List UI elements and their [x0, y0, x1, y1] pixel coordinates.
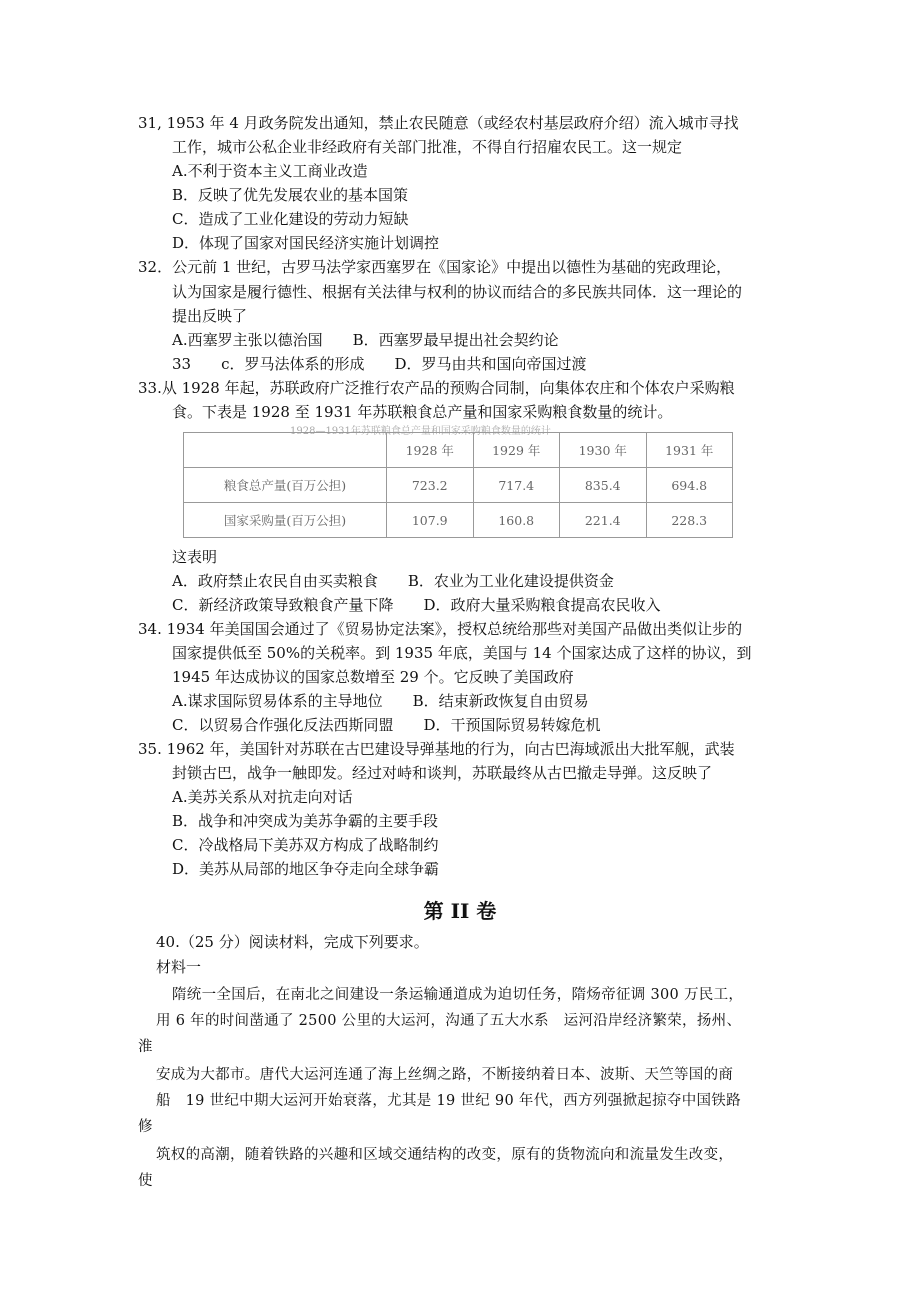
q35-option: D．美苏从局部的地区争夺走向全球争霸: [172, 860, 440, 878]
q33-after: 这表明: [172, 548, 218, 566]
q35-option: A.美苏关系从对抗走向对话: [172, 788, 353, 806]
material-line: 淮: [138, 1039, 153, 1055]
q32-stem: 32．公元前 1 世纪，古罗马法学家西塞罗在《国家论》中提出以德性为基础的宪政理论，: [138, 258, 732, 276]
table-row: [184, 468, 733, 503]
table-cell: 粮食总产量(百万公担): [184, 468, 387, 503]
table-caption: 1928—1931年苏联粮食总产量和国家采购粮食数量的统计: [290, 426, 551, 437]
q33-stem: 33.从 1928 年起，苏联政府广泛推行农产品的预购合同制，向集体农庄和个体农户采购粮: [138, 379, 735, 397]
table-cell: 国家采购量(百万公担): [184, 503, 387, 538]
material-line: 用 6 年的时间凿通了 2500 公里的大运河，沟通了五大水系 运河沿岸经济繁荣，扬州、: [156, 1013, 742, 1029]
q31-option: A.不利于资本主义工商业改造: [172, 162, 368, 180]
material-line: 筑权的高潮，随着铁路的兴趣和区域交通结构的改变，原有的货物流向和流量发生改变，: [156, 1147, 734, 1163]
table-cell: 835.4: [560, 468, 647, 503]
q34-stem: 1945 年达成协议的国家总数增至 29 个。它反映了美国政府: [172, 668, 574, 686]
q32-option: A.西塞罗主张以德治国 B．西塞罗最早提出社会契约论: [172, 331, 559, 349]
q32-stem: 提出反映了: [172, 307, 248, 325]
material-line: 安成为大都市。唐代大运河连通了海上丝绸之路，不断接纳着日本、波斯、天竺等国的商: [156, 1067, 734, 1083]
table-cell: 1931 年: [646, 433, 733, 468]
q34-option: C．以贸易合作强化反法西斯同盟 D．干预国际贸易转嫁危机: [172, 716, 601, 734]
section-title: 第 II 卷: [423, 899, 497, 923]
q35-option: C．冷战格局下美苏双方构成了战略制约: [172, 836, 439, 854]
q33-option: C．新经济政策导致粮食产量下降 D．政府大量采购粮食提高农民收入: [172, 596, 661, 614]
q32-option: 33 c．罗马法体系的形成 D．罗马由共和国向帝国过渡: [172, 355, 587, 373]
q40-head: 40.（25 分）阅读材料，完成下列要求。: [156, 933, 429, 951]
q34-stem: 34. 1934 年美国国会通过了《贸易协定法案》，授权总统给那些对美国产品做出类似让步的: [138, 620, 743, 638]
q33-option: A．政府禁止农民自由买卖粮食 B．农业为工业化建设提供资金: [172, 572, 614, 590]
table-cell: 1929 年: [473, 433, 560, 468]
grain-table: [183, 432, 733, 538]
table-cell: 160.8: [473, 503, 560, 538]
material-line: 使: [138, 1173, 153, 1189]
table-cell: 228.3: [646, 503, 733, 538]
table-cell: 694.8: [646, 468, 733, 503]
table-cell: 1930 年: [560, 433, 647, 468]
q35-stem: 封锁古巴，战争一触即发。经过对峙和谈判，苏联最终从古巴撤走导弹。这反映了: [172, 764, 713, 782]
table-cell: 107.9: [387, 503, 474, 538]
q31-stem: 31, 1953 年 4 月政务院发出通知，禁止农民随意（或经农村基层政府介绍）流入城市寻找: [138, 114, 739, 132]
table-cell: 221.4: [560, 503, 647, 538]
q35-stem: 35. 1962 年，美国针对苏联在古巴建设导弹基地的行为，向古巴海域派出大批军舰，武装: [138, 740, 735, 758]
q34-option: A.谋求国际贸易体系的主导地位 B．结束新政恢复自由贸易: [172, 692, 589, 710]
q35-option: B．战争和冲突成为美苏争霸的主要手段: [172, 812, 439, 830]
q33-stem: 食。下表是 1928 至 1931 年苏联粮食总产量和国家采购粮食数量的统计。: [172, 403, 673, 421]
table-header-row: [184, 433, 733, 468]
table-cell: [184, 433, 387, 468]
material-label: 材料一: [156, 958, 202, 976]
q32-stem: 认为国家是履行德性、根据有关法律与权利的协议而结合的多民族共同体．这一理论的: [172, 283, 743, 301]
material-line: 修: [138, 1119, 153, 1135]
table-row: [184, 503, 733, 538]
table-cell: 717.4: [473, 468, 560, 503]
q31-option: C．造成了工业化建设的劳动力短缺: [172, 210, 409, 228]
table-cell: 1928 年: [387, 433, 474, 468]
q31-stem: 工作，城市公私企业非经政府有关部门批准，不得自行招雇农民工。这一规定: [172, 138, 683, 156]
q31-option: D．体现了国家对国民经济实施计划调控: [172, 234, 440, 252]
q34-stem: 国家提供低至 50%的关税率。到 1935 年底，美国与 14 个国家达成了这样的协议，到: [172, 644, 752, 662]
material-line: 隋统一全国后，在南北之间建设一条运输通道成为迫切任务，隋炀帝征调 300 万民工，: [172, 987, 744, 1003]
table-cell: 723.2: [387, 468, 474, 503]
q31-option: B．反映了优先发展农业的基本国策: [172, 186, 409, 204]
material-line: 船 19 世纪中期大运河开始衰落，尤其是 19 世纪 90 年代，西方列强掀起掠夺中国铁路: [156, 1093, 741, 1109]
